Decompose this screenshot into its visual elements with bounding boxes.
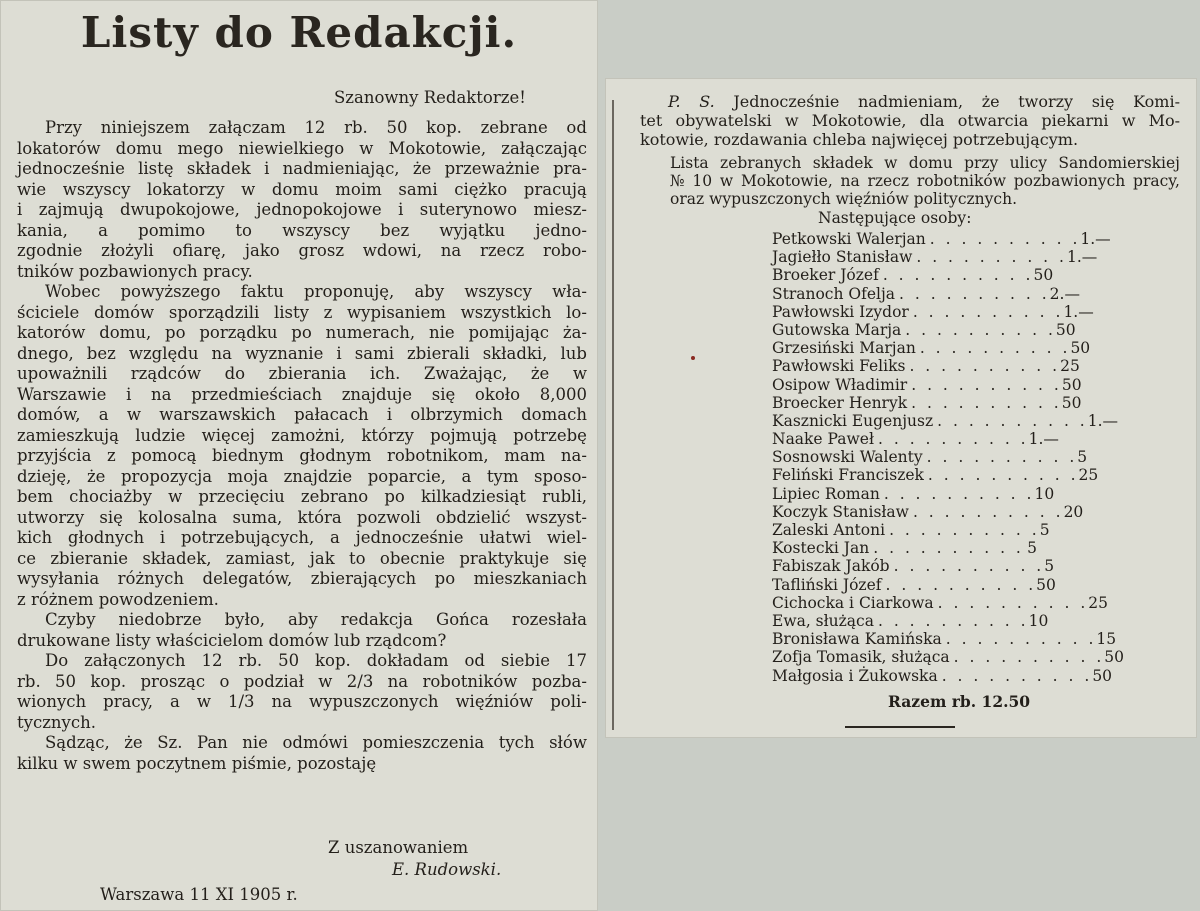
donor-amount: 1.— xyxy=(1063,302,1094,321)
leader-dots: . . . . . . . . . . xyxy=(883,484,1035,503)
donor-row xyxy=(772,339,1091,358)
donor-row xyxy=(772,666,1113,685)
donor-row xyxy=(772,430,1059,449)
leader-dots: . . . . . . . . . . xyxy=(912,302,1064,321)
donor-name: Naake Paweł xyxy=(772,430,874,449)
donor-row xyxy=(772,484,1055,503)
donor-row xyxy=(772,648,1125,667)
donor-name: Pawłowski Feliks xyxy=(772,357,906,376)
donor-amount: 10 xyxy=(1034,484,1055,503)
body-line: dzieję, że propozycja moja znajdzie poparcie, a tym sposo- xyxy=(17,466,587,486)
donor-amount: 5 xyxy=(1039,521,1050,539)
donor-row xyxy=(772,375,1082,394)
letter-body xyxy=(17,118,587,774)
donor-amount: 50 xyxy=(1104,648,1125,667)
body-line: wysyłania różnych delegatów, zbierających po mieszkaniach xyxy=(17,569,587,588)
leader-dots: . . . . . . . . . . xyxy=(937,593,1089,612)
donor-name: Stranoch Ofelja xyxy=(772,284,896,303)
donor-name: Tafliński Józef xyxy=(772,575,882,594)
body-line: z różnem powodzeniem. xyxy=(17,589,219,609)
donor-row xyxy=(772,630,1117,649)
donor-name: Grzesiński Marjan xyxy=(772,339,916,358)
leader-dots: . . . . . . . . . . xyxy=(893,557,1045,576)
donor-amount: 1.— xyxy=(1028,430,1059,449)
body-line: kilku w swem poczytnem piśmie, pozostaję xyxy=(17,753,377,773)
donor-name: Sosnowski Walenty xyxy=(772,448,923,467)
body-line: utworzy się kolosalna suma, która pozwoli obdzielić wszyst- xyxy=(17,507,587,527)
leader-dots: . . . . . . . . . . xyxy=(911,393,1062,412)
list-header xyxy=(670,154,1180,208)
body-line: wie wszyscy lokatorzy w domu moim sami ciężko pracują xyxy=(17,179,587,199)
donor-row xyxy=(772,521,1050,539)
leader-dots: . . . . . . . . . . xyxy=(919,339,1071,358)
body-line: dnego, bez względu na wyznanie i sami zbierali składki, lub xyxy=(17,343,587,363)
donor-name: Kostecki Jan xyxy=(772,539,870,558)
end-rule xyxy=(845,726,955,728)
body-line: przyjścia z pomocą biednym głodnym robotnikom, mam na- xyxy=(17,446,587,465)
leader-dots: . . . . . . . . . . xyxy=(899,284,1050,303)
donor-amount: 50 xyxy=(1061,375,1082,394)
leader-dots: . . . . . . . . . . xyxy=(877,611,1029,630)
donor-amount: 10 xyxy=(1028,611,1049,630)
leader-dots: . . . . . . . . . . xyxy=(953,648,1105,667)
article-title: Listy do Redakcji. xyxy=(80,8,518,57)
body-line: kich głodnych i potrzebujących, a jednocześnie ułatwi wiel- xyxy=(17,528,587,547)
donor-name: Koczyk Stanisław xyxy=(772,502,909,521)
donor-amount: 50 xyxy=(1061,393,1082,412)
donor-row xyxy=(772,557,1055,576)
body-line: rb. 50 kop. prosząc o podział w 2/3 na robotników pozba- xyxy=(17,671,587,691)
donor-name: Zaleski Antoni xyxy=(772,521,886,539)
donor-row xyxy=(772,611,1049,630)
donor-row xyxy=(772,357,1080,376)
salutation: Szanowny Redaktorze! xyxy=(334,88,526,107)
body-line: i zajmują dwupokojowe, jednopokojowe i suterynowo miesz- xyxy=(17,200,587,219)
donor-row xyxy=(772,266,1054,285)
donor-amount: 5 xyxy=(1044,557,1055,576)
donor-amount: 1.— xyxy=(1080,230,1111,248)
body-line: zgodnie złożyli ofiarę, jako grosz wdowi, na rzecz robo- xyxy=(17,241,587,260)
leader-dots: . . . . . . . . . . xyxy=(912,502,1064,521)
leader-dots: . . . . . . . . . . xyxy=(877,430,1029,449)
donor-row xyxy=(772,302,1094,321)
body-line: wionych pracy, a w 1/3 na wypuszczonych więźniów poli- xyxy=(17,692,587,711)
donor-amount: 50 xyxy=(1092,666,1113,685)
donor-list xyxy=(772,230,1125,685)
donor-name: Ewa, służąca xyxy=(772,611,874,630)
body-line: bem chociażby w przecięciu zebrano po kilkadziesiąt rubli, xyxy=(17,487,587,506)
body-line: zamieszkują ludzie więcej zamożni, którzy pojmują potrzebę xyxy=(17,425,587,445)
donor-amount: 50 xyxy=(1033,266,1054,285)
donor-row xyxy=(772,502,1084,521)
donor-name: Pawłowski Izydor xyxy=(772,302,909,321)
body-line: Wobec powyższego faktu proponuję, aby wszyscy wła- xyxy=(45,282,587,301)
donor-name: Jagiełło Stanisław xyxy=(772,248,913,267)
donor-row xyxy=(772,466,1099,485)
leader-dots: . . . . . . . . . . xyxy=(889,521,1040,539)
donor-row xyxy=(772,248,1098,267)
donor-row xyxy=(772,411,1119,430)
body-line: ce zbieranie składek, zamiast, jak to obecnie praktykuje się xyxy=(17,548,587,568)
signature: E. Rudowski. xyxy=(392,860,502,879)
donor-name: Cichocka i Ciarkowa xyxy=(772,593,934,612)
donor-amount: 20 xyxy=(1063,502,1084,521)
body-line: ściciele domów sporządzili listy z wypisaniem wszystkich lo- xyxy=(17,302,587,322)
donor-amount: 50 xyxy=(1036,575,1056,594)
leader-dots: . . . . . . . . . . xyxy=(885,575,1037,594)
donor-row xyxy=(772,539,1037,557)
donor-amount: 15 xyxy=(1096,630,1117,649)
body-line: Przy niniejszem załączam 12 rb. 50 kop. zebrane od xyxy=(45,118,587,137)
donor-name: Broecker Henryk xyxy=(772,393,908,412)
leader-dots: . . . . . . . . . . xyxy=(945,630,1097,649)
donor-name: Broeker Józef xyxy=(772,266,879,285)
donor-amount: 50 xyxy=(1070,339,1091,358)
body-line: jednocześnie listę składek i nadmieniając, że przeważnie pra- xyxy=(17,159,587,178)
donor-amount: 5 xyxy=(1077,448,1088,467)
body-line: drukowane listy właścicielom domów lub rządcom? xyxy=(17,630,447,650)
body-line: kania, a pomimo to wszyscy bez wyjątku jedno- xyxy=(17,220,587,240)
leader-dots: . . . . . . . . . . xyxy=(941,666,1093,685)
donor-amount: 5 xyxy=(1027,539,1037,558)
leader-dots: . . . . . . . . . . xyxy=(926,448,1078,467)
donor-row xyxy=(772,393,1082,412)
closing-regards: Z uszanowaniem xyxy=(328,838,469,857)
leader-dots: . . . . . . . . . . xyxy=(905,320,1056,339)
donor-amount: 50 xyxy=(1055,320,1076,339)
donor-name: Zofja Tomasik, służąca xyxy=(772,648,950,667)
donor-amount: 25 xyxy=(1060,357,1080,376)
column-rule xyxy=(612,100,614,730)
donor-name: Lipiec Roman xyxy=(772,484,880,503)
total-sum: Razem rb. 12.50 xyxy=(888,692,1031,711)
donor-name: Osipow Władimir xyxy=(772,375,908,394)
leader-dots: . . . . . . . . . . xyxy=(909,357,1061,376)
body-line: upoważnili rządców do zbierania ich. Zważając, że w xyxy=(17,364,587,383)
header-list-line: oraz wypuszczonych więźniów politycznych. xyxy=(670,190,1017,208)
ink-speck xyxy=(691,356,695,360)
donor-amount: 2.— xyxy=(1049,284,1080,303)
body-line: tycznych. xyxy=(17,712,96,732)
donor-name: Petkowski Walerjan xyxy=(772,230,926,248)
donor-row xyxy=(772,320,1076,339)
donor-name: Małgosia i Żukowska xyxy=(772,666,938,685)
donor-amount: 25 xyxy=(1078,466,1099,485)
donor-row xyxy=(772,593,1108,612)
body-line: Czyby niedobrze było, aby redakcja Gońca rozesłała xyxy=(45,610,587,629)
body-line: domów, a w warszawskich pałacach i olbrzymich domach xyxy=(17,405,587,424)
leader-dots: . . . . . . . . . . xyxy=(937,411,1088,430)
leader-dots: . . . . . . . . . . xyxy=(882,266,1034,285)
leader-dots: . . . . . . . . . . xyxy=(927,466,1079,485)
donor-amount: 1.— xyxy=(1066,248,1098,267)
donor-name: Kasznicki Eugenjusz xyxy=(772,411,934,430)
donor-row xyxy=(772,575,1056,594)
body-line: Sądząc, że Sz. Pan nie odmówi pomieszczenia tych słów xyxy=(45,733,587,752)
donor-name: Bronisława Kamińska xyxy=(772,630,942,649)
donor-row xyxy=(772,448,1088,467)
leader-dots: . . . . . . . . . . xyxy=(929,230,1081,248)
list-title: Następujące osoby: xyxy=(818,209,972,227)
body-line: lokatorów domu mego niewielkiego w Mokotowie, załączając xyxy=(17,138,587,158)
leader-dots: . . . . . . . . . . xyxy=(911,375,1062,394)
donor-row xyxy=(772,284,1080,303)
donor-name: Gutowska Marja xyxy=(772,320,902,339)
donor-name: Fabiszak Jakób xyxy=(772,557,890,576)
header-list-line: Lista zebranych składek w domu przy ulicy Sandomierskiej xyxy=(670,154,1180,172)
ps-text-line: kotowie, rozdawania chleba najwięcej potrzebującym. xyxy=(640,130,1079,149)
dateline: Warszawa 11 XI 1905 r. xyxy=(100,885,298,904)
postscript xyxy=(640,92,1180,149)
header-list-line: № 10 w Mokotowie, na rzecz robotników pozbawionych pracy, xyxy=(670,172,1180,190)
body-line: Warszawie i na przedmieściach znajduje się około 8,000 xyxy=(17,384,587,404)
leader-dots: . . . . . . . . . . xyxy=(916,248,1067,267)
body-line: Do załączonych 12 rb. 50 kop. dokładam od siebie 17 xyxy=(45,651,587,670)
leader-dots: . . . . . . . . . . xyxy=(873,539,1024,558)
donor-amount: 25 xyxy=(1088,593,1108,612)
ps-text-line: tet obywatelski w Mokotowie, dla otwarcia piekarni w Mo- xyxy=(640,111,1180,130)
donor-amount: 1.— xyxy=(1087,411,1119,430)
donor-row xyxy=(772,230,1111,248)
ps-text-line: P. S. Jednocześnie nadmieniam, że tworzy się Komi- xyxy=(668,92,1180,111)
donor-name: Feliński Franciszek xyxy=(772,466,924,485)
body-line: katorów domu, po porządku po numerach, nie pomijając ża- xyxy=(17,323,587,342)
body-line: tników pozbawionych pracy. xyxy=(17,261,253,281)
